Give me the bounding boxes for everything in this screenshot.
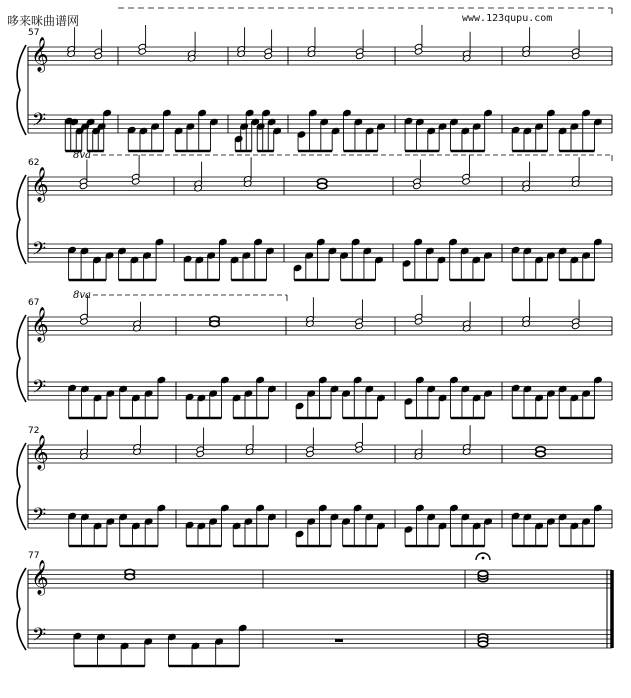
- system-brace: [17, 175, 26, 264]
- site-title: 哆来咪曲谱网: [7, 14, 80, 28]
- whole-note: [210, 321, 220, 327]
- whole-note: [317, 183, 327, 189]
- whole-rest: [335, 639, 343, 642]
- measure-number: 62: [28, 158, 40, 168]
- treble-clef: 𝄞: [31, 307, 49, 342]
- whole-note: [125, 574, 135, 580]
- bass-clef: 𝄢: [32, 505, 47, 530]
- system-brace: [17, 315, 26, 402]
- bass-clef: 𝄢: [32, 239, 47, 264]
- measure-number: 67: [28, 298, 40, 308]
- octave-mark: 8va: [73, 150, 91, 161]
- system-brace: [17, 568, 26, 650]
- measure-number: 72: [28, 426, 40, 436]
- bass-clef: 𝄢: [32, 625, 47, 650]
- measure-number: 77: [28, 551, 40, 561]
- treble-clef: 𝄞: [31, 435, 49, 470]
- octave-mark: 8va: [73, 290, 91, 301]
- measure-number: 57: [28, 28, 40, 38]
- site-url[interactable]: www.123qupu.com: [462, 13, 553, 24]
- system-brace: [17, 443, 26, 530]
- bass-clef: 𝄢: [32, 377, 47, 402]
- treble-clef: 𝄞: [31, 560, 49, 595]
- whole-note: [478, 641, 488, 647]
- bass-clef: 𝄢: [32, 110, 47, 135]
- system-brace: [17, 45, 26, 135]
- whole-note: [536, 451, 546, 457]
- fermata-dot: [482, 557, 485, 560]
- treble-clef: 𝄞: [31, 167, 49, 202]
- whole-note: [478, 571, 488, 577]
- treble-clef: 𝄞: [31, 37, 49, 72]
